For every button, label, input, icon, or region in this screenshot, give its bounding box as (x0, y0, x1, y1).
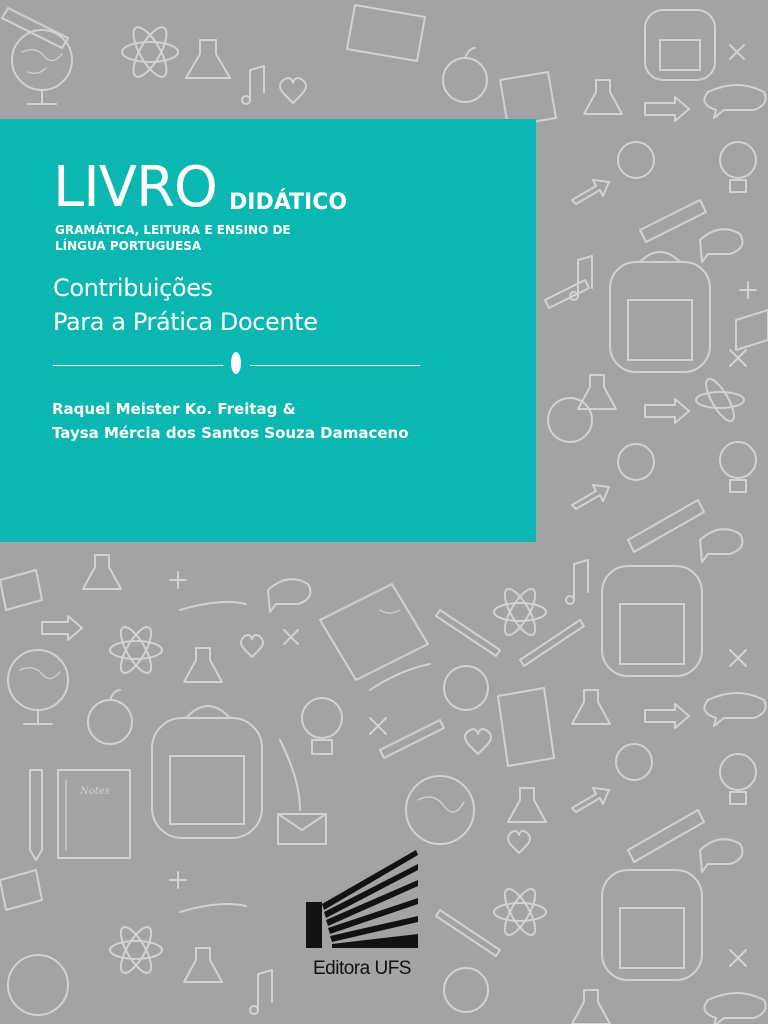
arrow-icon (645, 97, 689, 121)
speech-bubble-icon (268, 579, 310, 612)
svg-text:Notes: Notes (80, 786, 110, 797)
pencil-icon (436, 910, 500, 956)
paintbrush-icon (280, 740, 300, 810)
cross-icon (730, 650, 746, 666)
subtitle-line: LÍNGUA PORTUGUESA (55, 239, 202, 253)
ruler-icon (640, 200, 706, 242)
book-title (53, 155, 348, 220)
flask-icon (184, 648, 222, 682)
pencil-icon (520, 620, 584, 666)
lightbulb-icon (720, 754, 756, 804)
globe-icon (12, 30, 72, 104)
backpack-icon (645, 10, 715, 80)
backpack-icon (602, 870, 702, 980)
envelope-icon (278, 814, 326, 844)
arrow-icon (572, 485, 609, 509)
flask-icon (584, 80, 622, 114)
plus-minus-icon (170, 872, 186, 888)
backpack-icon (152, 706, 262, 838)
lightbulb-icon (720, 442, 756, 492)
cross-icon (730, 950, 746, 966)
book-icon (0, 570, 42, 610)
globe-icon (548, 398, 592, 442)
arrow-icon (572, 180, 609, 204)
subtitle-line: GRAMÁTICA, LEITURA E ENSINO DE (55, 223, 291, 237)
speech-bubble-icon (700, 839, 742, 872)
pencil-icon (30, 770, 42, 860)
music-note-icon (570, 256, 592, 300)
speech-bubble-icon (700, 529, 742, 562)
flask-icon (184, 948, 222, 982)
author-line: Taysa Mércia dos Santos Souza Damaceno (52, 424, 409, 442)
arrow-icon (572, 788, 609, 812)
pencil-icon (545, 280, 589, 308)
plus-minus-icon (740, 282, 756, 298)
speech-bubble-icon (700, 229, 742, 262)
flask-icon (572, 990, 610, 1024)
paintbrush-icon (180, 602, 246, 610)
ruler-icon (628, 810, 704, 862)
pencil-icon (2, 8, 68, 48)
apple-icon (443, 48, 487, 102)
flask-icon (83, 555, 121, 589)
cross-icon (730, 350, 746, 366)
apple-icon (618, 444, 654, 480)
divider-line-right (250, 365, 420, 366)
heading-line: Para a Prática Docente (53, 308, 318, 336)
atom-icon (696, 375, 744, 425)
book-icon (500, 72, 556, 126)
book-icon (0, 870, 42, 910)
lightbulb-icon (302, 698, 342, 754)
apple-icon (616, 744, 652, 780)
atom-icon (494, 885, 546, 939)
arrow-icon (645, 704, 689, 728)
flask-icon (572, 690, 610, 724)
arrow-icon (645, 399, 689, 423)
apple-icon (444, 968, 488, 1012)
authors (52, 397, 409, 445)
globe-icon (406, 776, 474, 844)
heart-icon (465, 729, 491, 754)
speech-bubble-icon (704, 85, 765, 118)
plus-minus-icon (170, 572, 186, 588)
notebook-icon (58, 770, 130, 858)
pencil-icon (380, 720, 444, 758)
heading-line: Contribuições (53, 274, 213, 302)
title-main: LIVRO (53, 155, 218, 220)
speech-bubble-icon (704, 993, 765, 1024)
backpack-icon (602, 566, 702, 676)
book-icon (498, 688, 554, 766)
notebook-icon (320, 584, 428, 680)
backpack-icon (610, 252, 710, 372)
cross-icon (730, 45, 744, 59)
heart-icon (241, 635, 263, 657)
apple-icon (88, 690, 132, 744)
title-accent: DIDÁTICO (229, 190, 348, 215)
publisher-name: Editora UFS (313, 958, 411, 979)
notebook-icon (347, 5, 425, 61)
globe-icon (8, 650, 68, 724)
lightbulb-icon (720, 142, 756, 192)
music-note-icon (566, 560, 588, 604)
cross-icon (284, 630, 298, 644)
author-line: Raquel Meister Ko. Freitag & (52, 400, 296, 418)
music-note-icon (250, 970, 272, 1014)
atom-icon (494, 585, 546, 639)
flask-icon (186, 40, 230, 78)
divider-ornament (231, 352, 241, 374)
speech-bubble-icon (704, 693, 765, 726)
apple-icon (444, 666, 488, 710)
ruler-icon (628, 500, 704, 552)
divider-line-left (53, 365, 223, 366)
heart-icon (280, 78, 306, 103)
atom-icon (110, 923, 162, 977)
atom-icon (122, 23, 178, 81)
flask-icon (508, 788, 546, 822)
music-note-icon (242, 66, 264, 104)
cover-heading (53, 271, 318, 339)
globe-icon (8, 955, 68, 1015)
stacked-books-logo-icon (302, 850, 420, 952)
pencil-icon (436, 610, 500, 656)
atom-icon (110, 623, 162, 677)
paintbrush-icon (180, 904, 246, 912)
arrow-icon (42, 616, 82, 640)
apple-icon (618, 142, 654, 178)
heart-icon (508, 831, 530, 853)
book-icon (736, 310, 768, 350)
cross-icon (370, 718, 386, 734)
subtitle (55, 222, 291, 254)
